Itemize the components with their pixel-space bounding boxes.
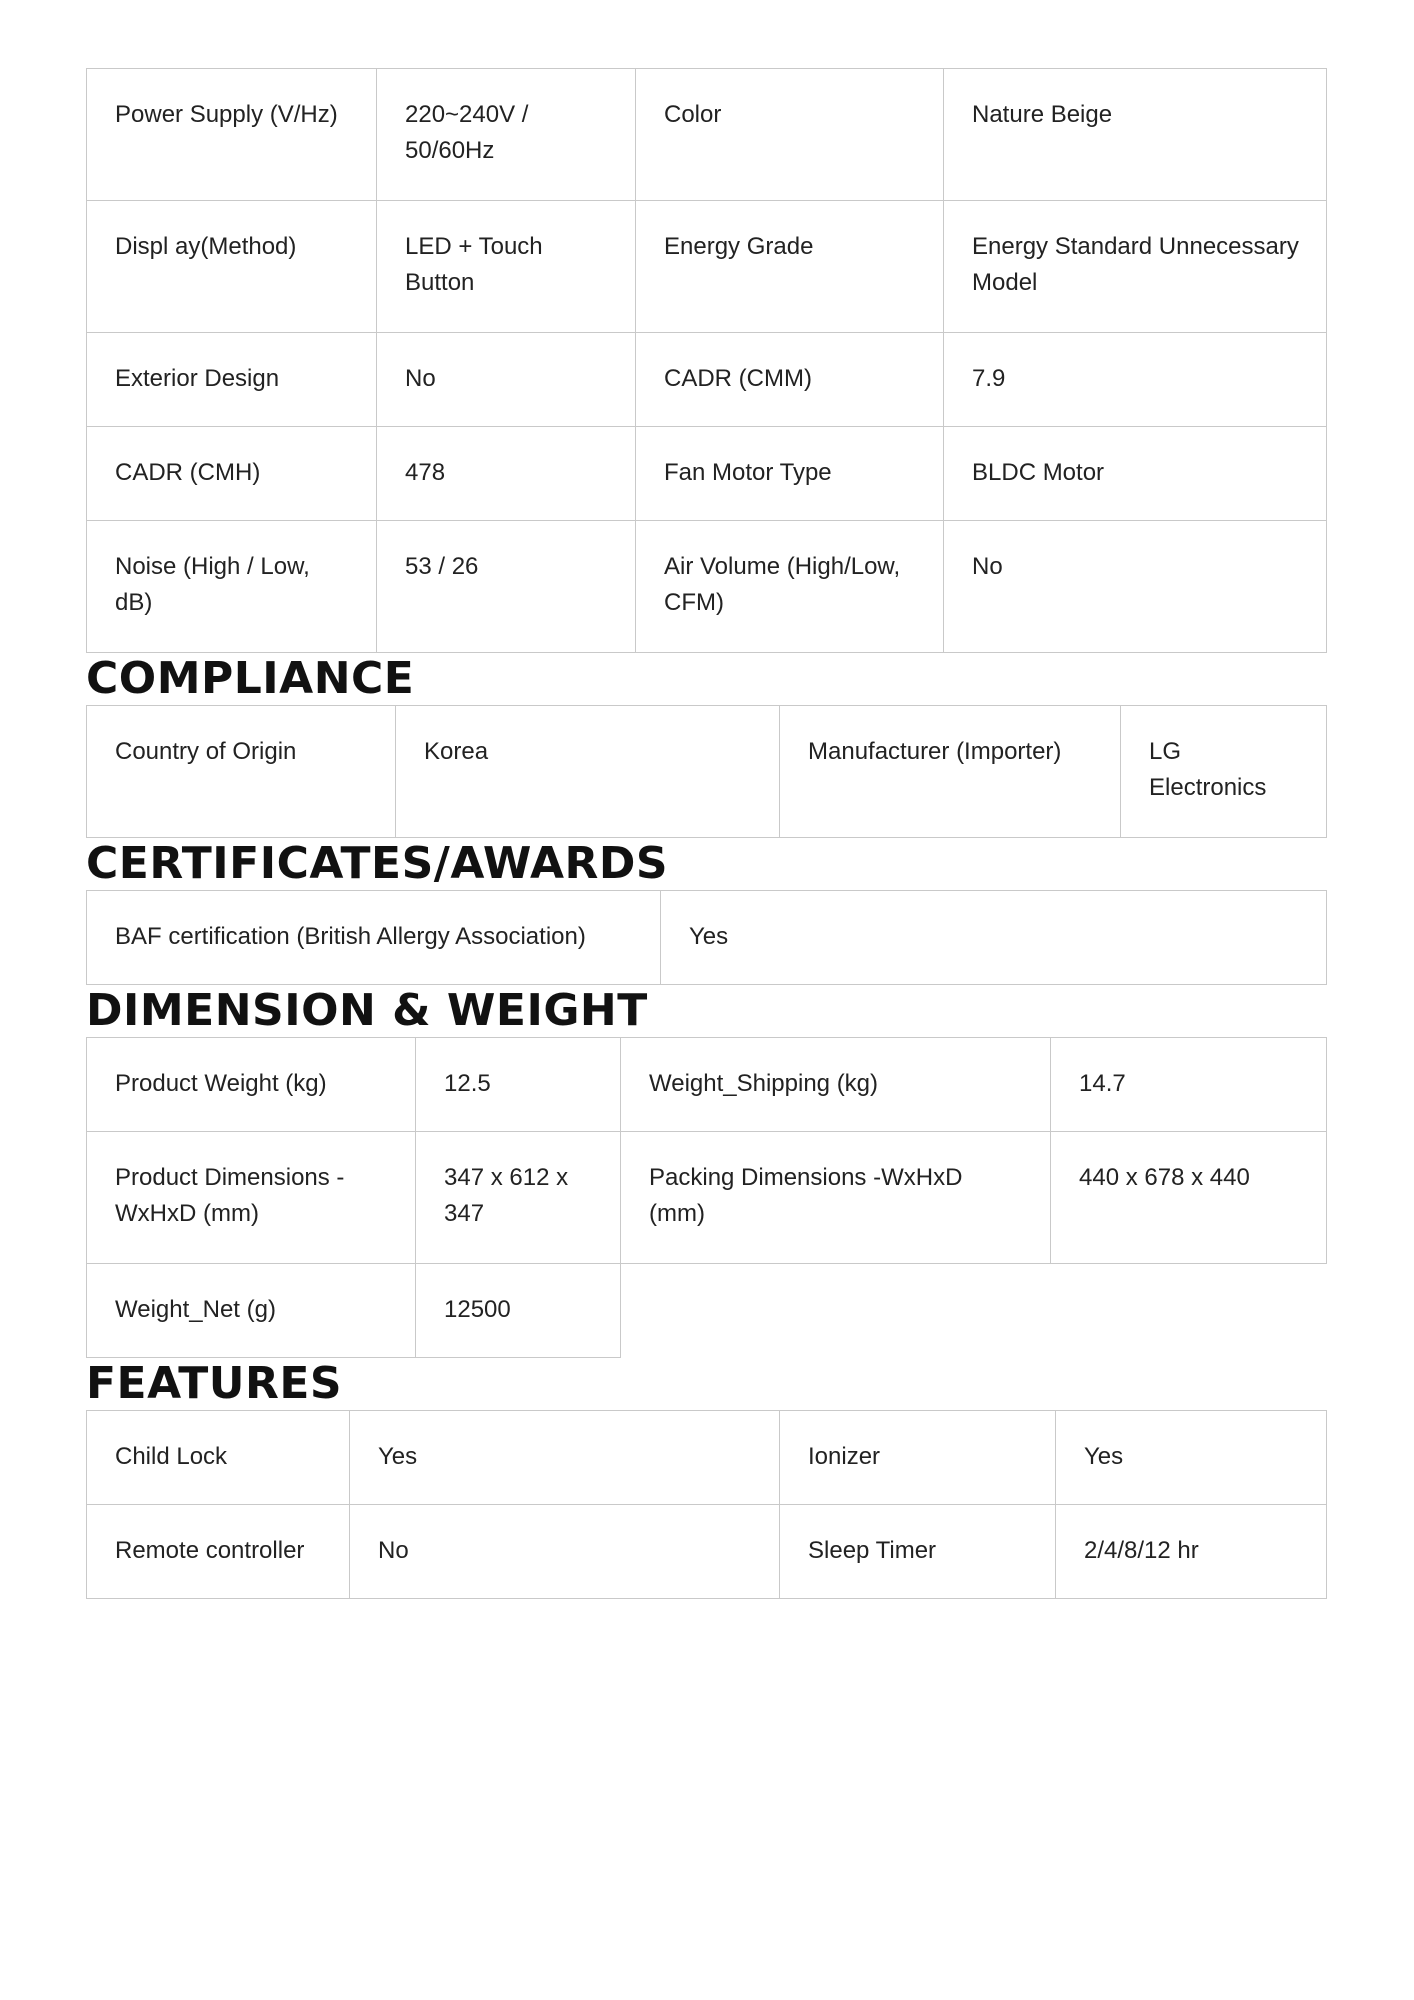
spec-label-power-supply: Power Supply (V/Hz)	[87, 69, 377, 201]
dimension-label-packing-dimensions: Packing Dimensions -WxHxD (mm)	[621, 1132, 1051, 1264]
feature-label-ionizer: Ionizer	[780, 1411, 1056, 1505]
spec-sheet-page	[86, 68, 1326, 1599]
certificates-table	[86, 890, 1327, 985]
section-heading-features: FEATURES	[86, 1358, 343, 1409]
dimension-label-net-weight: Weight_Net (g)	[87, 1264, 416, 1358]
dimension-value-net-weight: 12500	[416, 1264, 621, 1358]
spec-value-energy-grade: Energy Standard Unnecessary Model	[944, 201, 1327, 333]
spec-label-fan-motor: Fan Motor Type	[636, 427, 944, 521]
spec-value-display: LED + Touch Button	[377, 201, 636, 333]
section-heading-dimension-weight: DIMENSION & WEIGHT	[86, 985, 648, 1036]
section-heading-certificates: CERTIFICATES/AWARDS	[86, 838, 669, 889]
compliance-value-manufacturer: LG Electronics	[1121, 706, 1327, 838]
table-row	[87, 1505, 1327, 1599]
dimension-label-product-dimensions: Product Dimensions - WxHxD (mm)	[87, 1132, 416, 1264]
table-row	[87, 1264, 1327, 1358]
compliance-label-manufacturer: Manufacturer (Importer)	[780, 706, 1121, 838]
feature-label-remote: Remote controller	[87, 1505, 350, 1599]
compliance-label-origin: Country of Origin	[87, 706, 396, 838]
table-row	[87, 1411, 1327, 1505]
feature-label-child-lock: Child Lock	[87, 1411, 350, 1505]
dimension-value-packing-dimensions: 440 x 678 x 440	[1051, 1132, 1327, 1264]
spec-value-cadr-cmh: 478	[377, 427, 636, 521]
dimension-value-shipping-weight: 14.7	[1051, 1038, 1327, 1132]
spec-label-exterior-design: Exterior Design	[87, 333, 377, 427]
table-row	[87, 333, 1327, 427]
feature-value-child-lock: Yes	[350, 1411, 780, 1505]
spec-value-noise: 53 / 26	[377, 521, 636, 653]
spec-value-color: Nature Beige	[944, 69, 1327, 201]
spec-value-cadr-cmm: 7.9	[944, 333, 1327, 427]
spec-label-noise: Noise (High / Low, dB)	[87, 521, 377, 653]
spec-label-air-volume: Air Volume (High/Low, CFM)	[636, 521, 944, 653]
dimension-label-product-weight: Product Weight (kg)	[87, 1038, 416, 1132]
section-heading-compliance: COMPLIANCE	[86, 653, 415, 704]
spec-label-cadr-cmh: CADR (CMH)	[87, 427, 377, 521]
spec-value-power-supply: 220~240V / 50/60Hz	[377, 69, 636, 201]
feature-value-remote: No	[350, 1505, 780, 1599]
spec-label-energy-grade: Energy Grade	[636, 201, 944, 333]
features-table	[86, 1410, 1327, 1599]
table-row	[87, 1132, 1327, 1264]
dimension-label-shipping-weight: Weight_Shipping (kg)	[621, 1038, 1051, 1132]
compliance-table	[86, 705, 1327, 838]
table-row	[87, 706, 1327, 838]
empty-cell	[621, 1264, 1327, 1358]
spec-value-air-volume: No	[944, 521, 1327, 653]
spec-value-exterior-design: No	[377, 333, 636, 427]
spec-label-color: Color	[636, 69, 944, 201]
feature-value-ionizer: Yes	[1056, 1411, 1327, 1505]
table-row	[87, 69, 1327, 201]
certificate-value-baf: Yes	[661, 891, 1327, 985]
general-specs-table	[86, 68, 1327, 653]
feature-label-sleep-timer: Sleep Timer	[780, 1505, 1056, 1599]
certificate-label-baf: BAF certification (British Allergy Association)	[87, 891, 661, 985]
spec-label-display: Displ ay(Method)	[87, 201, 377, 333]
dimension-weight-table	[86, 1037, 1327, 1358]
spec-label-cadr-cmm: CADR (CMM)	[636, 333, 944, 427]
table-row	[87, 521, 1327, 653]
dimension-value-product-dimensions: 347 x 612 x 347	[416, 1132, 621, 1264]
table-row	[87, 891, 1327, 985]
table-row	[87, 427, 1327, 521]
table-row	[87, 1038, 1327, 1132]
table-row	[87, 201, 1327, 333]
spec-value-fan-motor: BLDC Motor	[944, 427, 1327, 521]
dimension-value-product-weight: 12.5	[416, 1038, 621, 1132]
feature-value-sleep-timer: 2/4/8/12 hr	[1056, 1505, 1327, 1599]
compliance-value-origin: Korea	[396, 706, 780, 838]
